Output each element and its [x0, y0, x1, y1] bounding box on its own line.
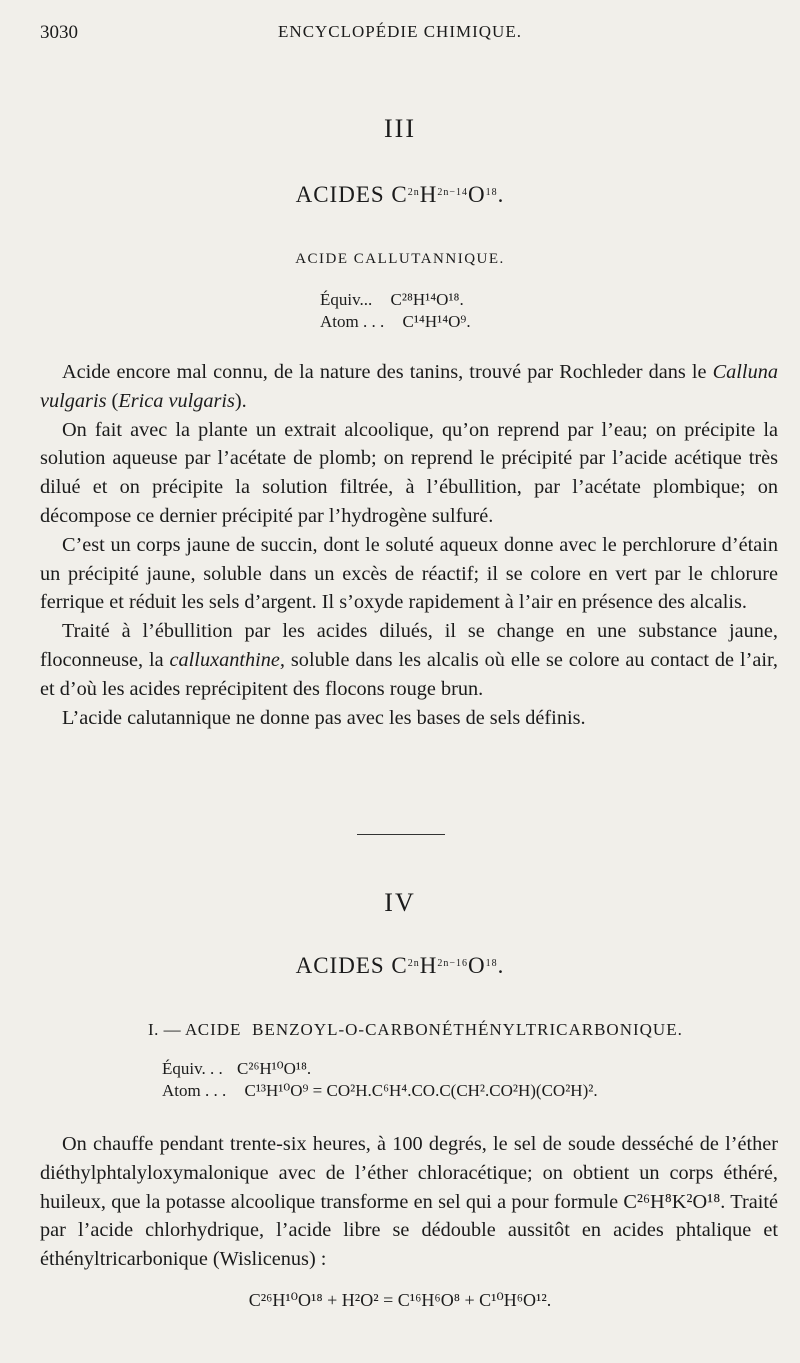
- atom-line-iv: [162, 1080, 598, 1101]
- equiv-label: Équiv. . .: [162, 1059, 223, 1078]
- title-text: O: [468, 953, 486, 978]
- paragraph-text: soluble dans les alcalis où elle se colore au contact de l’air, et d’où les acides reprécipitent des flocons rouge brun.: [40, 648, 778, 700]
- running-title: ENCYCLOPÉDIE CHIMIQUE.: [278, 22, 522, 41]
- atom-formula: C¹³H¹⁰O⁹ = CO²H.C⁶H⁴.CO.C(CH².CO²H)(CO²H)².: [244, 1081, 598, 1100]
- atom-label: Atom . . .: [162, 1081, 227, 1100]
- page-header: [40, 22, 760, 50]
- section-numeral-iv: IV: [384, 888, 416, 917]
- title-sup: 18: [485, 187, 498, 198]
- reaction-equation: C²⁶H¹⁰O¹⁸ + H²O² = C¹⁶H⁶O⁸ + C¹⁰H⁶O¹².: [248, 1290, 552, 1310]
- italic-term: calluxanthine,: [169, 648, 285, 671]
- equiv-line-iv: [162, 1058, 311, 1079]
- italic-term: Calluna vulgaris: [40, 361, 778, 412]
- acid-name-heading: ACIDE CALLUTANNIQUE.: [295, 251, 505, 267]
- title-text: H: [419, 953, 438, 978]
- section-iii-body: [40, 358, 778, 732]
- title-sup: 2n−16: [437, 958, 469, 969]
- section-iv-body: [40, 1130, 778, 1274]
- paragraph-4: [40, 617, 778, 703]
- item-number: I. — A: [148, 1020, 198, 1039]
- equiv-formula: C²⁸H¹⁴O¹⁸.: [390, 290, 464, 309]
- section-title-iv: [40, 953, 760, 979]
- equiv-line: [320, 290, 464, 310]
- item-name: BENZOYL-O-CARBONÉTHÉNYLTRICARBONIQUE.: [252, 1020, 683, 1039]
- title-sup: 2n−14: [437, 187, 469, 198]
- title-sup: 18: [485, 958, 498, 969]
- section-title-iii: [40, 182, 760, 208]
- title-text: ACIDES C: [295, 182, 408, 207]
- paragraph-text: ).: [234, 389, 247, 412]
- paragraph-text: Acide encore mal connu, de la nature des tanins, trouvé par Rochleder dans le: [62, 361, 707, 383]
- item-heading: [148, 1020, 760, 1040]
- atom-line: [320, 312, 471, 332]
- equiv-formula: C²⁶H¹⁰O¹⁸.: [237, 1059, 312, 1078]
- section-numeral-iii: III: [384, 114, 416, 143]
- paragraph-2: On fait avec la plante un extrait alcoolique, qu’on reprend par l’eau; on précipite la solution aqueuse par l’acétate de plomb; on reprend le précipité par l’acide acétique très dilué et on précipite la solution filtrée, à l’ébullition, par l’acétate plombique; on décompose ce dernier précipité par l’hydrogène sulfuré.: [40, 418, 778, 527]
- equiv-label: Équiv...: [320, 290, 373, 309]
- paragraph-3: C’est un corps jaune de succin, dont le soluté aqueux donne avec le perchlorure d’étain un précipité jaune, soluble dans un excès de réactif; il se colore en vert par le chlorure ferrique et réduit les sels d’argent. Il s’oxyde rapidement à l’air en présence des alcalis.: [40, 533, 778, 614]
- paragraph-text: Traité à l’ébullition par les acides dilués, il se change en une substance jaune, floconneuse, la: [40, 620, 778, 671]
- paragraph-1: Acide encore mal connu, de la nature des tanins, trouvé par Rochleder dans le Calluna vulgaris (Erica vulgaris).: [40, 361, 778, 412]
- page-number: 3030: [40, 22, 78, 43]
- paragraph-6: On chauffe pendant trente-six heures, à 100 degrés, le sel de soude desséché de l’éther diéthylphtalyloxymalonique avec de l’éther chloracétique; on obtient un corps éthéré, huileux, que la potasse alcoolique transforme en sel qui a pour formule C²⁶H⁸K²O¹⁸. Traité par l’acide chlorhydrique, l’acide libre se dédouble aussitôt en acides phtalique et éthényltricarbonique (Wislicenus) :: [40, 1133, 778, 1271]
- title-text: .: [497, 182, 505, 207]
- atom-formula: C¹⁴H¹⁴O⁹.: [402, 312, 471, 331]
- paragraph-5: L’acide calutannique ne donne pas avec les bases de sels définis.: [62, 706, 586, 729]
- item-name-cap: CIDE: [197, 1020, 242, 1039]
- title-text: .: [497, 953, 505, 978]
- title-text: H: [419, 182, 438, 207]
- title-text: O: [468, 182, 486, 207]
- title-text: ACIDES C: [295, 953, 408, 978]
- atom-label: Atom . . .: [320, 312, 385, 331]
- section-divider: [357, 834, 445, 835]
- title-sup: 2n: [407, 958, 420, 969]
- title-sup: 2n: [407, 187, 420, 198]
- italic-term: Erica vulgaris: [118, 389, 235, 412]
